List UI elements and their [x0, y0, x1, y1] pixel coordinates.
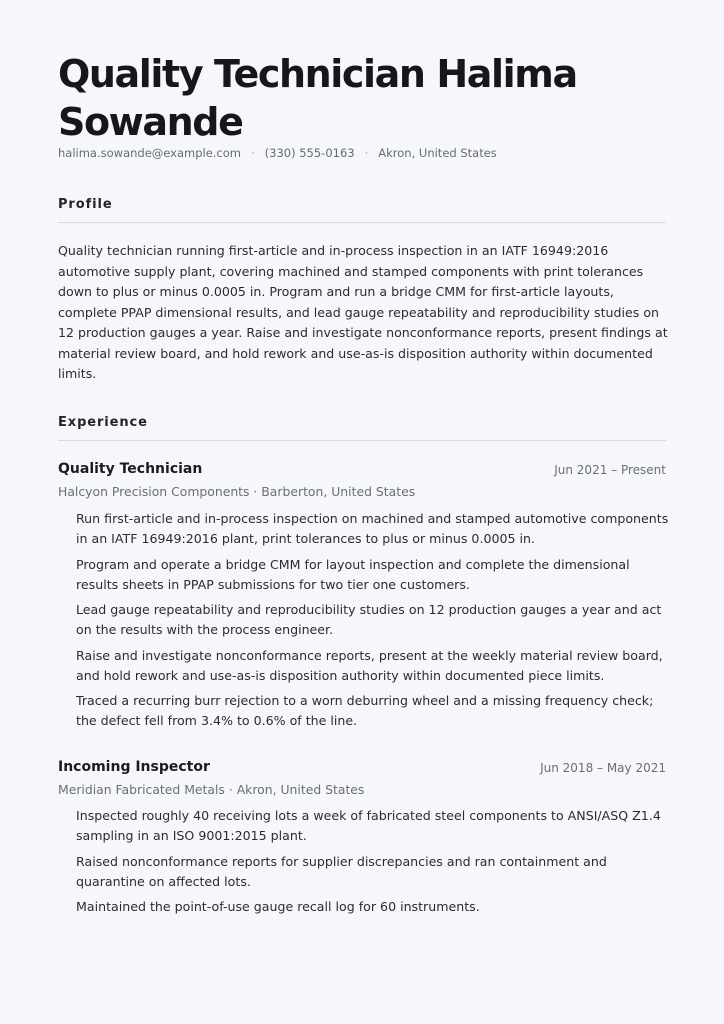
contact-location: Akron, United States [378, 146, 497, 160]
contact-separator: · [364, 146, 369, 160]
section-divider [58, 440, 666, 441]
contact-separator: · [251, 146, 255, 160]
contact-phone[interactable]: (330) 555-0163 [264, 146, 355, 160]
job-bullets [76, 806, 670, 923]
job-bullet: Inspected roughly 40 receiving lots a week of fabricated steel components to ANSI/ASQ Z1.4 sampling in an ISO 9001:2015 plant. [76, 808, 661, 843]
contact-email[interactable]: halima.sowande@example.com [58, 146, 241, 160]
profile-summary: Quality technician running first-article and in-process inspection in an IATF 16949:2016 automotive supply plant, covering machined and stamped components with print tolerances down to plus or minus 0.0005 in. Program and run a bridge CMM for first-article layouts, complete PPAP dimensional results, and lead gauge repeatability and reproducibility studies on 12 production gauges a year. Raise and investigate nonconformance reports, present findings at material review board, and hold rework and use-as-is disposition authority within documented limits. [58, 243, 668, 381]
candidate-name: Quality Technician Halima Sowande [58, 52, 577, 144]
job-bullet: Raised nonconformance reports for supplier discrepancies and ran containment and quarantine on affected lots. [76, 853, 607, 889]
job-organization: Halcyon Precision Components · Barberton, United States [58, 484, 416, 499]
job-bullet: Maintained the point-of-use gauge recall log for 60 instruments. [76, 899, 480, 914]
job-bullets [76, 509, 670, 737]
job-dates: Jun 2018 – May 2021 [540, 761, 666, 775]
job-title: Incoming Inspector [58, 759, 210, 775]
job-organization: Meridian Fabricated Metals · Akron, United States [58, 782, 365, 797]
job-bullet: Run first-article and in-process inspection on machined and stamped automotive components in an IATF 16949:2016 plant, print tolerances to plus or minus 0.0005 in. [76, 511, 669, 546]
section-heading-profile: Profile [58, 197, 113, 212]
contact-line [58, 146, 497, 160]
job-title: Quality Technician [58, 461, 203, 477]
job-bullet: Lead gauge repeatability and reproducibility studies on 12 production gauges a year and act on the results with the process engineer. [76, 602, 662, 637]
job-bullet: Program and operate a bridge CMM for layout inspection and complete the dimensional results sheets in PPAP submissions for two tier one customers. [76, 556, 630, 592]
job-bullet: Traced a recurring burr rejection to a worn deburring wheel and a missing frequency check; the defect fell from 3.4% to 0.6% of the line. [76, 693, 654, 728]
section-heading-experience: Experience [58, 415, 148, 430]
section-divider [58, 222, 666, 223]
job-bullet: Raise and investigate nonconformance reports, present at the weekly material review board, and hold rework and use-as-is disposition authority within documented piece limits. [76, 647, 663, 683]
job-dates: Jun 2021 – Present [554, 463, 666, 477]
